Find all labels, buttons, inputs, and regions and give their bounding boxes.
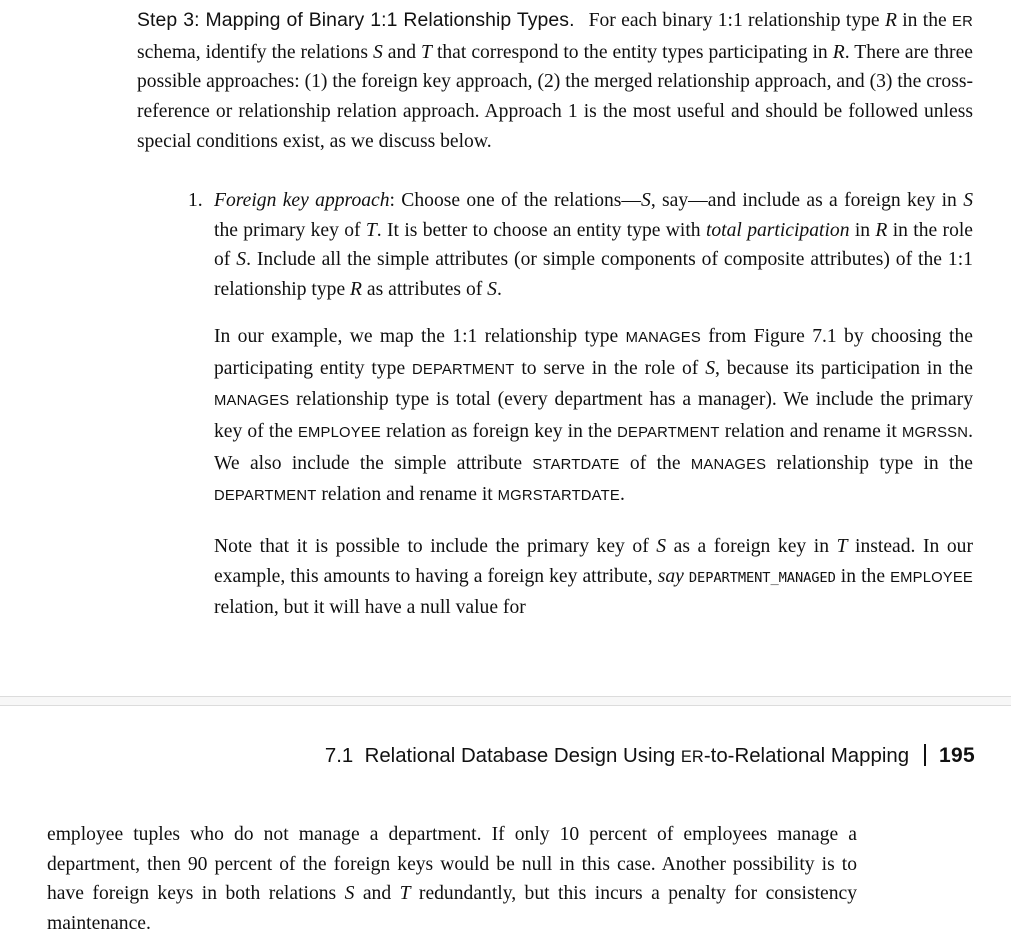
ex-text-9: of the <box>619 452 691 474</box>
running-head-section-number: 7.1 <box>324 745 354 767</box>
smallcaps-DEPARTMENT-2: DEPARTMENT <box>617 424 720 441</box>
note-text-2: as a foreign key in <box>666 536 837 558</box>
page-break-divider <box>0 696 1011 706</box>
smallcaps-MANAGES-2: MANAGES <box>214 393 290 410</box>
var-T-2: T <box>365 219 377 241</box>
var-T-4: T <box>399 883 411 905</box>
var-S-5: S <box>487 279 497 301</box>
intro-text-3: schema, identify the relations <box>137 41 373 63</box>
intro-text-1: For each binary 1:1 relationship type <box>588 10 885 31</box>
foreign-key-approach-label: Foreign key approach <box>214 190 390 211</box>
li-text-16: as attributes of <box>362 279 488 301</box>
intro-text-6: . There are three possible approaches: (1) the foreign key approach, (2) the merged relationship approach, and (3) the cross-reference or relationship relation approach. Approach 1 is the most useful and should be followed unless special conditions exist, as we discuss below. <box>137 41 973 152</box>
bottom-text-2: and <box>354 883 400 905</box>
smallcaps-MGRSTARTDATE: MGRSTARTDATE <box>497 488 620 505</box>
var-R-1: R <box>884 10 897 31</box>
smallcaps-MANAGES-1: MANAGES <box>625 329 701 346</box>
identifier-DEPARTMENT-MANAGED: DEPARTMENT_MANAGED <box>688 569 836 586</box>
continued-paragraph <box>47 820 857 939</box>
ex-text-2: from Figure 7.1 by choosing the participating entity type <box>214 325 973 379</box>
running-head-smallcaps-ER: ER <box>680 748 704 766</box>
var-S-3: S <box>963 190 973 211</box>
note-paragraph <box>188 532 973 623</box>
smallcaps-MANAGES-3: MANAGES <box>690 456 767 473</box>
var-S-2: S <box>641 190 651 211</box>
smallcaps-EMPLOYEE-1: EMPLOYEE <box>297 424 381 441</box>
ex-text-4: , because its participation in the <box>714 357 973 379</box>
total-participation-emphasis: total participation <box>705 219 850 241</box>
ex-text-12: . <box>619 484 625 506</box>
ex-text-7: relation and rename it <box>719 420 902 442</box>
running-head-gap <box>353 745 364 767</box>
ex-text-3: to serve in the role of <box>514 357 706 379</box>
smallcaps-STARTDATE: STARTDATE <box>532 456 620 473</box>
ex-text-6: relation as foreign key in the <box>380 420 618 442</box>
var-S-1: S <box>372 41 383 63</box>
smallcaps-ER: ER <box>952 14 973 30</box>
note-text-5: in the <box>835 565 891 587</box>
note-text-6: relation, but it will have a null value for <box>214 597 526 619</box>
var-T-3: T <box>836 536 848 558</box>
ex-text-10: relationship type in the <box>766 452 973 474</box>
intro-text-2: in the <box>896 10 953 31</box>
list-item-number: 1. <box>188 190 203 211</box>
li-text-8: . It is better to choose an entity type with <box>376 219 706 241</box>
bottom-text-1: employee tuples who do not manage a department. If only 10 percent of employees manage a department, then 90 percent of the foreign keys would be null in this case. Another possibility is to have foreign keys in both relations <box>47 824 857 905</box>
li-text-10: in <box>849 219 876 241</box>
running-head-rule <box>924 744 926 766</box>
var-T-1: T <box>421 41 432 63</box>
smallcaps-DEPARTMENT-1: DEPARTMENT <box>412 361 515 378</box>
list-item <box>188 186 973 305</box>
running-head <box>0 744 975 768</box>
bottom-text-3: redundantly, but this incurs a penalty for consistency maintenance. <box>47 883 858 935</box>
step-3-paragraph <box>137 6 973 157</box>
li-text-4: , say—and include as a foreign key in <box>650 190 964 211</box>
intro-text-4: and <box>382 41 422 63</box>
running-head-title-2: -to-Relational Mapping <box>703 745 910 767</box>
li-text-6: the primary key of <box>214 219 366 241</box>
ex-text-1: In our example, we map the 1:1 relationship type <box>214 325 626 347</box>
var-S-8: S <box>344 883 355 905</box>
page-number: 195 <box>939 744 975 767</box>
li-text-14: . Include all the simple attributes (or simple components of composite attributes) of the 1:1 relationship type <box>214 249 973 301</box>
step-3-heading: Step 3: Mapping of Binary 1:1 Relationship Types. <box>137 9 575 31</box>
var-S-4: S <box>236 249 247 271</box>
say-emphasis: say <box>657 565 684 587</box>
note-text-3: instead. In our example, this amounts to having a foreign key attribute, <box>214 536 973 587</box>
smallcaps-DEPARTMENT-3: DEPARTMENT <box>214 488 317 505</box>
ex-text-8: . We also include the simple attribute <box>214 420 973 474</box>
note-text-1: Note that it is possible to include the primary key of <box>214 536 657 558</box>
example-paragraph <box>188 322 973 512</box>
smallcaps-EMPLOYEE-2: EMPLOYEE <box>890 569 973 586</box>
var-R-3: R <box>875 219 888 241</box>
ex-text-11: relation and rename it <box>316 484 498 506</box>
var-S-7: S <box>656 536 667 558</box>
page-fragment-bottom <box>0 707 1011 939</box>
li-text-2: : Choose one of the relations— <box>389 190 642 211</box>
var-R-4: R <box>350 279 363 301</box>
var-R-2: R <box>832 41 845 63</box>
intro-text-5: that correspond to the entity types participating in <box>431 41 833 63</box>
smallcaps-MGRSSN: MGRSSN <box>902 424 969 441</box>
ex-text-5: relationship type is total (every department has a manager). We include the primary key of the <box>214 389 973 442</box>
var-S-6: S <box>705 357 715 379</box>
li-text-12: in the role of <box>214 219 974 271</box>
li-text-18: . <box>496 279 502 301</box>
running-head-title-1: Relational Database Design Using <box>364 745 681 767</box>
numbered-list <box>188 186 973 623</box>
